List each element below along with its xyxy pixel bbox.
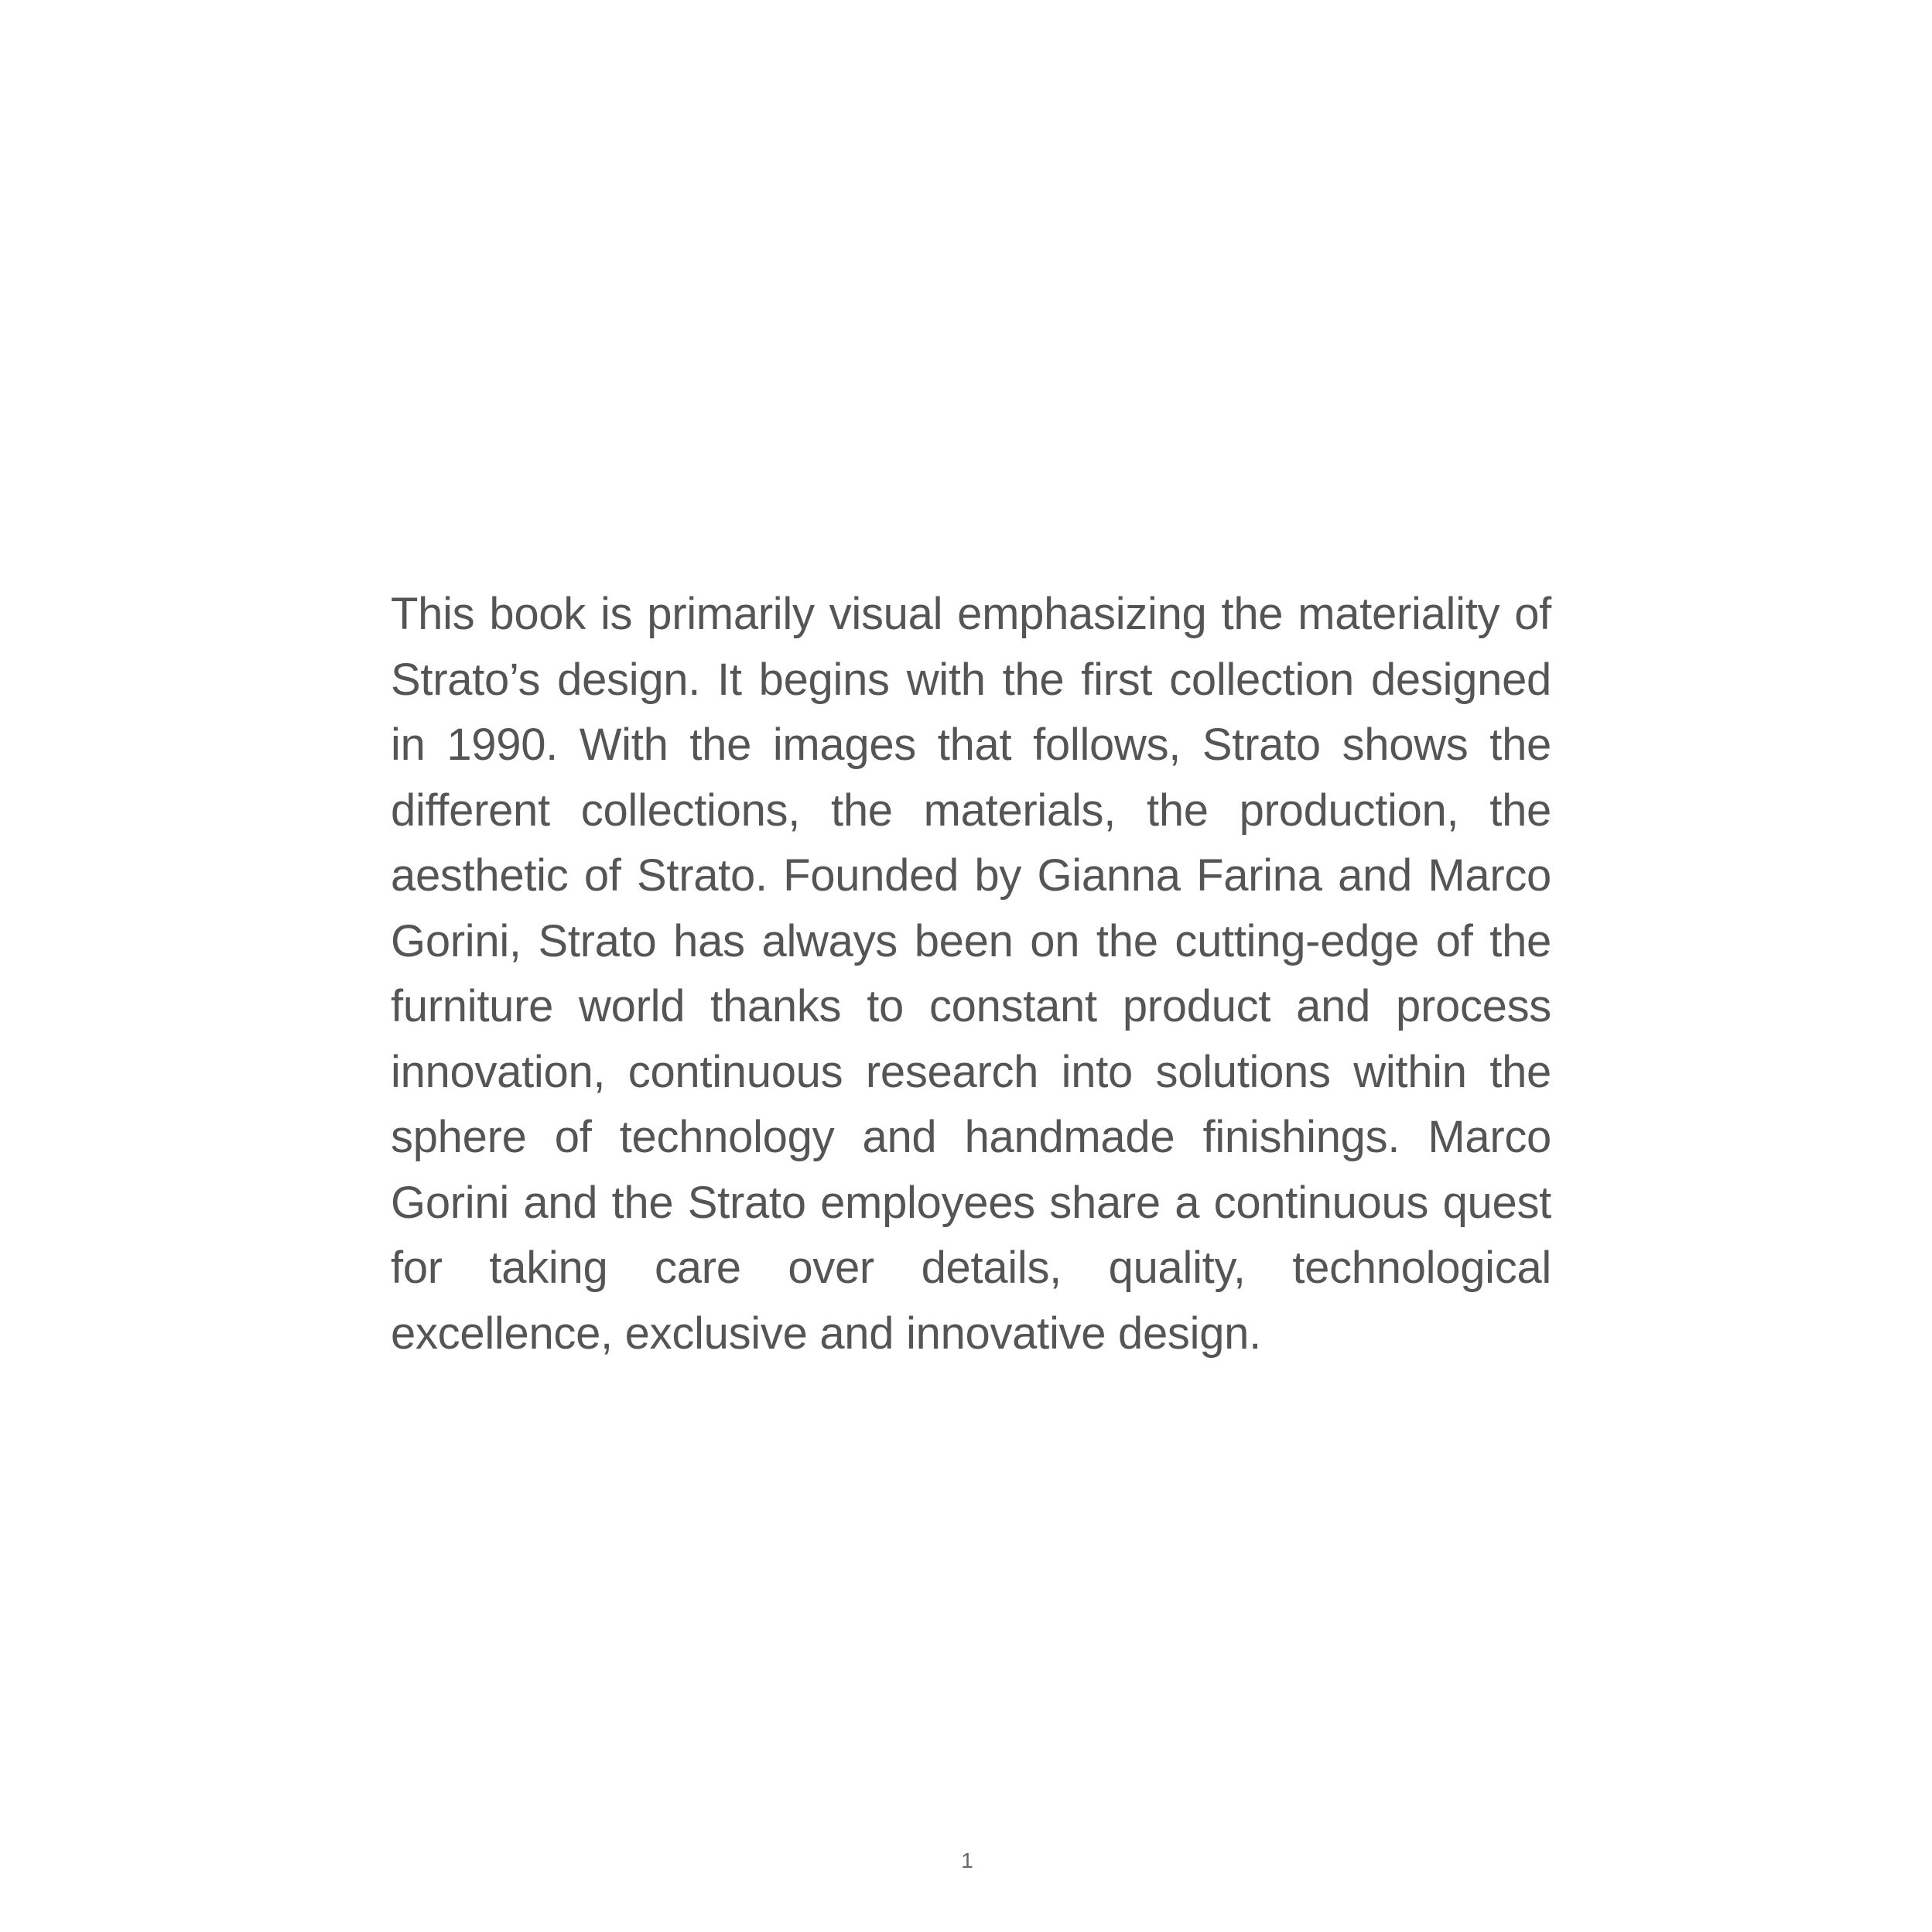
page-number: 1 — [961, 1848, 973, 1872]
intro-paragraph: This book is primarily visual emphasizing the materiality of Strato’s design. It begins with the first collection designed in 1990. With the images that follows, Strato shows the different collections, the materials, the production, the aesthetic of Strato. Founded by Gianna Farina and Marco Gorini, Strato has always been on the cutting-edge of the furniture world thanks to constant product and process innovation, continuous research into solutions within the sphere of technology and handmade finishings. Marco Gorini and the Strato employees share a continuous quest for taking care over details, quality, technological excellence, exclusive and innovative design. — [391, 589, 1551, 1359]
